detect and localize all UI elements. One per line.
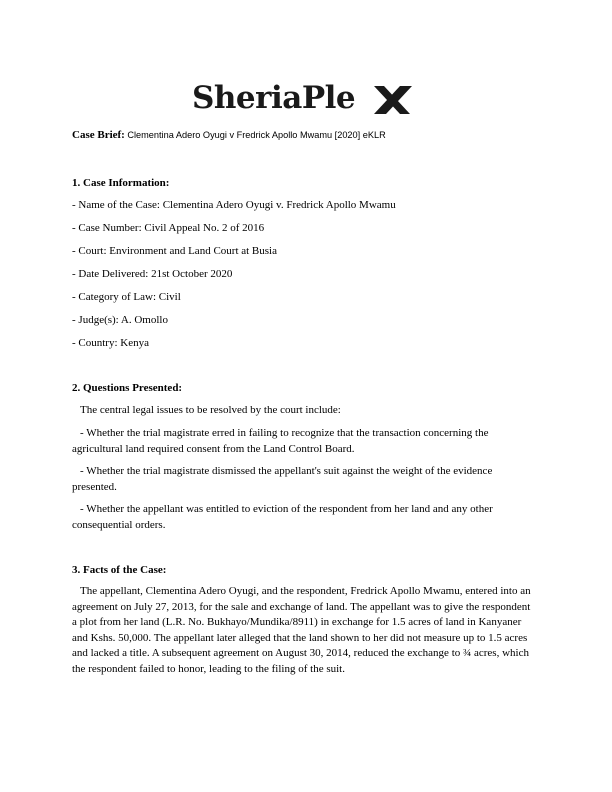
section-title-case-information: 1. Case Information: (72, 177, 170, 189)
case-info-category: - Category of Law: Civil (72, 291, 181, 303)
case-brief-line (72, 128, 386, 143)
case-info-judges: - Judge(s): A. Omollo (72, 314, 168, 326)
section-title-facts: 3. Facts of the Case: (72, 564, 167, 576)
case-info-number: - Case Number: Civil Appeal No. 2 of 2016 (72, 222, 265, 234)
case-info-country: - Country: Kenya (72, 337, 149, 349)
case-info-court: - Court: Environment and Land Court at Busia (72, 245, 277, 257)
case-info-name: - Name of the Case: Clementina Adero Oyugi v. Fredrick Apollo Mwamu (72, 199, 396, 211)
question-item: - Whether the trial magistrate erred in failing to recognize that the transaction concerning the agricultural land required consent from the Land Control Board. (72, 427, 489, 455)
question-item: - Whether the trial magistrate dismissed the appellant's suit against the weight of the evidence presented. (72, 465, 493, 493)
logo-wordmark: SheriaPle (192, 80, 356, 116)
case-info-date: - Date Delivered: 21st October 2020 (72, 268, 233, 280)
section-title-questions: 2. Questions Presented: (72, 382, 183, 394)
sheriaplex-logo (192, 78, 420, 122)
x-mark-icon (370, 82, 414, 118)
case-brief-title: Clementina Adero Oyugi v Fredrick Apollo Mwamu [2020] eKLR (127, 130, 386, 140)
facts-paragraph: The appellant, Clementina Adero Oyugi, and the respondent, Fredrick Apollo Mwamu, entered into an agreement on July 27, 2013, for the sale and exchange of land. The appellant was to give the respondent a plot from her land (L.R. No. Bukhayo/Mundika/8911) in exchange for 1.5 acres of land in Kanyaner and Kshs. 50,000. The appellant later alleged that the land shown to her did not measure up to 1.5 acres and lacked a title. A subsequent agreement on August 30, 2014, reduced the exchange to ¾ acres, which the respondent failed to honor, leading to the filing of the suit. (72, 585, 531, 675)
questions-intro: The central legal issues to be resolved by the court include: (80, 404, 341, 416)
question-item: - Whether the appellant was entitled to eviction of the respondent from her land and any other consequential orders. (72, 503, 493, 531)
case-brief-label: Case Brief: (72, 129, 125, 141)
